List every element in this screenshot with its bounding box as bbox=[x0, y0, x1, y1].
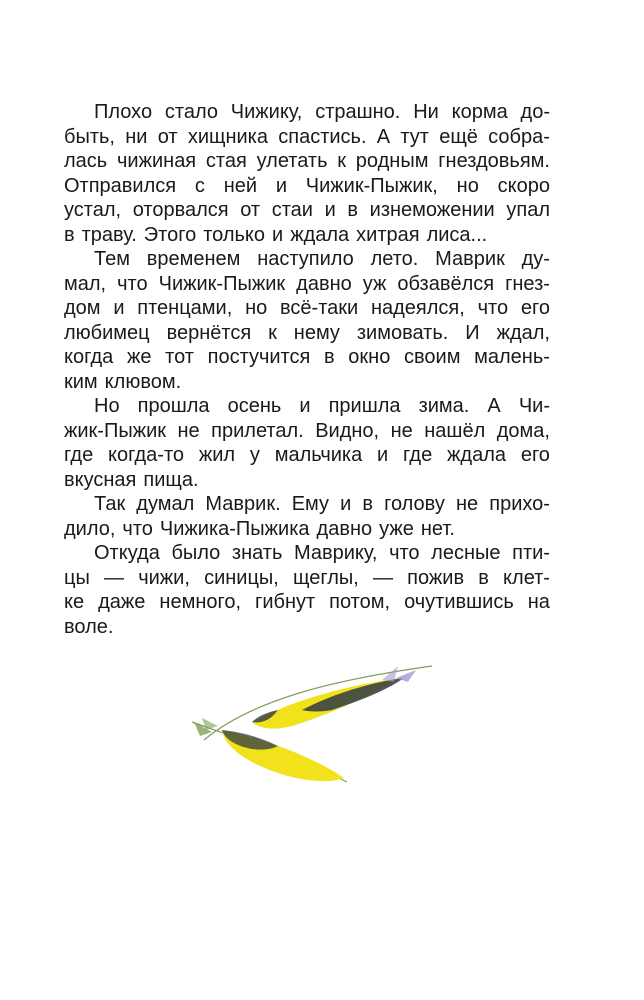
word: нашёл bbox=[424, 419, 486, 442]
word: ду- bbox=[521, 248, 550, 270]
word: Этого bbox=[143, 223, 197, 246]
word: всё-таки bbox=[280, 297, 359, 319]
text-line bbox=[64, 100, 550, 125]
word: в bbox=[362, 493, 374, 515]
text-line bbox=[64, 517, 550, 542]
word: наступило bbox=[257, 248, 354, 270]
word: стало bbox=[164, 101, 218, 123]
word: ке bbox=[64, 591, 85, 613]
text-line bbox=[64, 296, 550, 321]
word: жик-Пыжик bbox=[64, 419, 167, 442]
text-line bbox=[64, 345, 550, 370]
word: Чижик-Пыжик, bbox=[305, 174, 438, 197]
word: пища. bbox=[143, 468, 199, 491]
word: его bbox=[520, 297, 550, 319]
word: Чижику, bbox=[230, 101, 303, 123]
word: было bbox=[171, 542, 221, 564]
word: родным bbox=[355, 150, 429, 172]
word: и bbox=[340, 493, 352, 515]
word: И bbox=[465, 321, 480, 344]
word: постучится bbox=[207, 346, 311, 368]
story-text bbox=[64, 100, 550, 639]
text-line bbox=[64, 370, 550, 395]
word: скоро bbox=[497, 174, 550, 197]
word: же bbox=[126, 346, 152, 368]
word: думал bbox=[136, 493, 195, 515]
word: временем bbox=[146, 248, 241, 270]
word: вернётся bbox=[166, 321, 252, 344]
word: малень- bbox=[474, 346, 550, 368]
word: чижиная bbox=[117, 150, 197, 172]
yellow-feathers-icon bbox=[182, 660, 442, 800]
word: собра- bbox=[488, 125, 550, 148]
word: — bbox=[373, 566, 393, 589]
word: Но bbox=[94, 395, 120, 417]
word: птенцами, bbox=[137, 297, 233, 319]
word: гнездовьям. bbox=[438, 150, 550, 172]
word: хитрая bbox=[356, 223, 420, 246]
word: — bbox=[104, 566, 125, 589]
text-line bbox=[64, 149, 550, 174]
word: где bbox=[403, 444, 433, 466]
word: не bbox=[390, 419, 413, 442]
word: пожив bbox=[407, 566, 465, 589]
word: Плохо bbox=[94, 101, 153, 123]
word: и bbox=[272, 223, 284, 246]
word: лето. bbox=[370, 248, 419, 270]
word: в bbox=[323, 346, 335, 368]
word: гнез- bbox=[505, 272, 550, 295]
word: ещё bbox=[439, 125, 478, 148]
word: и bbox=[377, 444, 389, 466]
word: Тем bbox=[94, 248, 130, 270]
word: где bbox=[64, 444, 94, 466]
word: Ему bbox=[291, 493, 330, 515]
word: Отправился bbox=[64, 174, 177, 197]
word: когда-то bbox=[108, 444, 185, 466]
word: нет. bbox=[420, 517, 455, 540]
word: от bbox=[240, 199, 261, 221]
text-line bbox=[64, 394, 550, 419]
word: Откуда bbox=[94, 542, 160, 564]
word: Маврику, bbox=[294, 542, 378, 564]
word: окно bbox=[348, 346, 391, 368]
word: изнеможении bbox=[369, 199, 495, 221]
word: Чижик-Пыжик bbox=[158, 272, 286, 295]
word: его bbox=[520, 444, 550, 466]
word: к bbox=[268, 321, 277, 344]
word: воле. bbox=[64, 615, 114, 638]
word: корма bbox=[451, 101, 508, 123]
word: пришла bbox=[328, 395, 401, 417]
word: в bbox=[478, 566, 489, 589]
word: чижи, bbox=[138, 566, 190, 589]
word: лесные bbox=[431, 542, 501, 564]
word: когда bbox=[64, 346, 114, 368]
word: ни bbox=[125, 125, 148, 148]
word: что bbox=[117, 272, 148, 295]
word: щеглы, bbox=[293, 566, 359, 589]
word: ней bbox=[223, 174, 258, 197]
word: не bbox=[455, 493, 479, 515]
word: стая bbox=[205, 150, 247, 172]
word: прихо- bbox=[489, 493, 550, 515]
word: и bbox=[299, 395, 311, 417]
word: А bbox=[487, 395, 501, 417]
text-line bbox=[64, 468, 550, 493]
word: лиса... bbox=[426, 223, 488, 246]
text-line bbox=[64, 615, 550, 640]
word: давно bbox=[296, 272, 352, 295]
text-line bbox=[64, 321, 550, 346]
word: жил bbox=[198, 444, 236, 466]
word: клет- bbox=[503, 566, 550, 589]
word: очутившись bbox=[404, 591, 514, 613]
word: но bbox=[456, 174, 479, 197]
text-line bbox=[64, 419, 550, 444]
text-line bbox=[64, 247, 550, 272]
word: лась bbox=[64, 150, 108, 172]
text-line bbox=[64, 272, 550, 297]
word: до- bbox=[520, 101, 550, 123]
word: нему bbox=[293, 321, 340, 344]
word: не bbox=[177, 419, 200, 442]
word: уж bbox=[362, 272, 387, 295]
word: Маврик bbox=[435, 248, 505, 270]
text-line bbox=[64, 566, 550, 591]
word: тот bbox=[165, 346, 194, 368]
text-line bbox=[64, 541, 550, 566]
upper-feather bbox=[204, 666, 432, 740]
text-line bbox=[64, 443, 550, 468]
word: зима. bbox=[418, 395, 470, 417]
text-line bbox=[64, 125, 550, 150]
text-line bbox=[64, 174, 550, 199]
text-line bbox=[64, 492, 550, 517]
word: Чижика-Пыжика bbox=[159, 517, 310, 540]
word: Маврик. bbox=[205, 493, 281, 515]
word: вкусная bbox=[64, 468, 137, 491]
word: мал, bbox=[64, 272, 107, 295]
word: спастись. bbox=[278, 125, 367, 148]
word: в bbox=[347, 199, 359, 221]
word: Так bbox=[94, 493, 126, 515]
word: обзавёлся bbox=[397, 272, 495, 295]
word: быть, bbox=[64, 125, 115, 148]
word: тут bbox=[400, 125, 429, 148]
word: оторвался bbox=[132, 199, 229, 221]
word: на bbox=[527, 591, 550, 613]
word: ждал, bbox=[496, 321, 550, 344]
word: осень bbox=[227, 395, 282, 417]
word: упал bbox=[506, 199, 550, 221]
feathers-illustration bbox=[182, 660, 442, 800]
word: цы bbox=[64, 566, 90, 589]
word: немного, bbox=[159, 591, 242, 613]
word: уже bbox=[379, 517, 414, 540]
word: от bbox=[157, 125, 178, 148]
word: Чи- bbox=[518, 395, 550, 417]
word: страшно. bbox=[315, 101, 401, 123]
text-line bbox=[64, 223, 550, 248]
word: своим bbox=[404, 346, 461, 368]
word: синицы, bbox=[204, 566, 279, 589]
word: прилетал. bbox=[211, 419, 304, 442]
word: Ни bbox=[413, 101, 439, 123]
word: дом bbox=[64, 297, 101, 319]
word: ким bbox=[64, 370, 98, 393]
word: и bbox=[113, 297, 125, 319]
word: клювом. bbox=[104, 370, 182, 393]
word: и bbox=[324, 199, 336, 221]
word: траву. bbox=[81, 223, 137, 246]
word: потом, bbox=[329, 591, 391, 613]
word: прошла bbox=[137, 395, 210, 417]
word: улетать bbox=[256, 150, 328, 172]
word: даже bbox=[98, 591, 146, 613]
text-line bbox=[64, 590, 550, 615]
word: давно bbox=[316, 517, 373, 540]
word: Видно, bbox=[315, 419, 380, 442]
word: мальчика bbox=[274, 444, 363, 466]
word: хищника bbox=[187, 125, 268, 148]
word: устал, bbox=[64, 199, 122, 221]
word: зимовать. bbox=[356, 321, 449, 344]
word: к bbox=[337, 150, 347, 172]
word: что bbox=[122, 517, 153, 540]
word: что bbox=[389, 542, 420, 564]
word: любимец bbox=[64, 321, 150, 344]
word: гибнут bbox=[255, 591, 316, 613]
word: и bbox=[275, 174, 287, 197]
word: стаи bbox=[271, 199, 313, 221]
word: голову bbox=[384, 493, 445, 515]
word: знать bbox=[231, 542, 283, 564]
word: с bbox=[194, 174, 205, 197]
text-line bbox=[64, 198, 550, 223]
word: дило, bbox=[64, 517, 116, 540]
word: ждала bbox=[447, 444, 507, 466]
word: только bbox=[203, 223, 266, 246]
word: надеялся, bbox=[370, 297, 465, 319]
word: пти- bbox=[512, 542, 550, 564]
word: А bbox=[376, 125, 391, 148]
word: ждала bbox=[290, 223, 350, 246]
word: в bbox=[64, 223, 75, 246]
word: дома, bbox=[496, 419, 550, 442]
word: что bbox=[477, 297, 509, 319]
word: но bbox=[245, 297, 268, 319]
word: у bbox=[249, 444, 260, 466]
